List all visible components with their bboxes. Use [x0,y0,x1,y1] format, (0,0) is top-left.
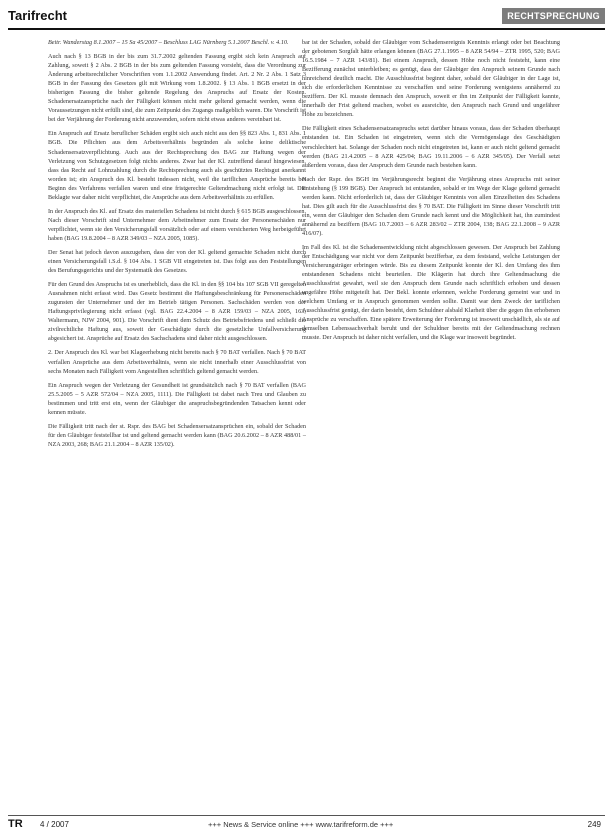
body-paragraph: In der Anspruch des Kl. auf Ersatz des materiellen Schadens ist nicht durch § 615 BGB ausgeschlossen. Nach dieser Vorschrift sind Unternehmer dem Arbeitnehmer zum Ersatz der Personenschäden nur verpflichtet, wenn sie den Versicherungsfall vorsätzlich oder auf einem versicherten Weg herbeigeführt haben (BAG 19.8.2004 – 8 AZR 349/03 – NZA 2005, 1085). [48,207,306,242]
body-paragraph: Für den Grund des Anspruchs ist es unerheblich, dass die Kl. in den §§ 104 bis 107 SGB VII geregelten Ausnahmen nicht erfasst wird. Das Gesetz bestimmt die Haftungsbeschränkung für Personenschäden zugunsten der Unternehmer und der im Betrieb tätigen Personen. Sachschäden werden von der Haftungsprivilegierung nicht erfasst (vgl. BAG 22.4.2004 – 8 AZR 159/03 – NZA 2005, 163; Waltermann, NJW 2004, 901). Die Vorschrift dient dem Schutz des Betriebsfriedens und schließt die zivilrechtliche Haftung aus, soweit der Geschädigte durch die gesetzliche Unfallversicherung abgesichert ist. Ansprüche auf Ersatz des Sachschadens sind daher nicht ausgeschlossen. [48,281,306,343]
body-paragraph: 2. Der Anspruch des Kl. war bei Klageerhebung nicht bereits nach § 70 BAT verfallen. Nach § 70 BAT verfallen Ansprüche aus dem Arbeitsverhältnis, wenn sie nicht innerhalb einer Ausschlussfrist von sechs Monaten nach Fälligkeit vom Angestellten schriftlich geltend gemacht werden. [48,349,306,375]
page-number: 249 [587,820,601,829]
body-paragraph: Auch nach § 13 BGB in der bis zum 31.7.2002 geltenden Fassung ergibt sich kein Anspruch auf Zahlung, soweit § 2 Abs. 2 BGB in der bis zum geltenden Fassung vorsieht, dass die Verordnung zur Änderung arbeitsrechtlicher Vorschriften vom 1.1.2002 Anwendung findet. Art. 2 Nr. 2 Abs. 1 Satz 3 BGB in der Fassung des Gesetzes gilt mit Wirkung vom 1.8.2002. § 13 Abs. 1 BGB ersetzt in der bisherigen Fassung die bisher geltende Regelung des Anspruchs auf Ersatz der Kosten. Schadenersatzansprüche nach der Fälligkeit können nicht mehr geltend gemacht werden, wenn die Voraussetzungen nicht erfüllt sind, die zum Zeitpunkt des Zugangs maßgeblich waren. Die Vorschrift ist bei der Verjährung der Forderung nicht anzuwenden, sofern nicht etwas anderes vereinbart ist. [48,53,306,124]
journal-logo: TR [8,818,23,830]
body-paragraph: Im Fall des Kl. ist die Schadensentwicklung nicht abgeschlossen gewesen. Der Anspruch bei Zahlung der Entschädigung war nicht vor dem Zeitpunkt bezifferbar, zu dem feststand, welche Leistungen der Versicherungsträger erbringen würde. Bis zu diesem Zeitpunkt konnte der Kl. den Umfang des ihm entstandenen Schadens nicht beurteilen. Die Klägerin hat durch ihre Geltendmachung die Ausschlussfrist gewahrt, weil sie den Anspruch dem Grunde nach schriftlich erhoben und dessen ungefähre Höhe mitgeteilt hat. Der Bekl. konnte erkennen, welche Forderung gemeint war und in welchem Umfang er in Anspruch genommen werden sollte. Damit war dem Zweck der tariflichen Ausschlussfrist genügt, der darin besteht, dem Schuldner alsbald Klarheit über die gegen ihn erhobenen Ansprüche zu verschaffen. Eine spätere Erweiterung der Forderung ist insoweit unschädlich, als sie auf demselben Lebenssachverhalt beruht und der Schuldner bereits mit der Geltendmachung rechnen musste. Der Anspruch ist daher nicht verfallen, und die Klage war insoweit begründet. [302,243,560,342]
body-paragraph: Die Fälligkeit eines Schadensersatzanspruchs setzt darüber hinaus voraus, dass der Schaden überhaupt entstanden ist. Ein Schaden ist eingetreten, wenn sich die Vermögenslage des Geschädigten verschlechtert hat. Solange der Schaden noch nicht eingetreten ist, kann er auch nicht geltend gemacht werden (BAG 21.4.2005 – 8 AZR 425/04; BAG 19.11.2006 – 6 AZR 345/05). Der Verfall setzt außerdem voraus, dass der Anspruch dem Grunde nach bestehen kann. [302,125,560,169]
body-paragraph: Ein Anspruch wegen der Verletzung der Gesundheit ist grundsätzlich nach § 70 BAT verfallen (BAG 25.5.2005 – 5 AZR 572/04 – NZA 2005, 1111). Die Fälligkeit ist dabei nach Treu und Glauben zu bestimmen und tritt erst ein, wenn der Gläubiger die anspruchsbegründenden Tatsachen kennt oder kennen müsste. [48,381,306,416]
left-column [48,38,306,811]
body-paragraph: Die Fälligkeit tritt nach der st. Rspr. des BAG bei Schadensersatzansprüchen ein, sobald der Schaden für den Gläubiger feststellbar ist und geltend gemacht werden kann (BAG 20.6.2002 – 8 AZR 488/01 – NZA 2003, 268; BAG 21.1.2004 – 8 AZR 135/02). [48,422,306,448]
body-paragraph: Beitr. Wanderstag 8.1.2007 – 15 Sa 45/2007 – Beschluss LAG Nürnberg 5.1.2007 Beschl. v. 4.10. [48,39,289,46]
issue-number: 4 / 2007 [40,820,69,829]
page-footer [8,815,605,831]
section-title: Tarifrecht [8,8,67,23]
right-column [302,38,560,811]
rubric-badge: RECHTSPRECHUNG [502,8,605,24]
footer-slogan: +++ News & Service online +++ www.tarifreform.de +++ [208,820,394,829]
body-paragraph: Der Senat hat jedoch davon auszugehen, dass der von der Kl. geltend gemachte Schaden nicht durch einen Versicherungsfall i.S.d. § 104 Abs. 1 SGB VII eingetreten ist. Das folgt aus den Feststellungen des Berufungsgerichts und der Systematik des Gesetzes. [48,248,306,275]
header-rule [8,28,605,30]
footer-rule [8,815,605,816]
body-paragraph: Nach der Rspr. des BGH im Verjährungsrecht beginnt die Verjährung eines Anspruchs mit seiner Entstehung (§ 199 BGB). Der Anspruch ist entstanden, sobald er im Wege der Klage geltend gemacht werden kann. Nicht erforderlich ist, dass der Gläubiger Kenntnis von allen Einzelheiten des Schadens hat. Dies gilt auch für die Ausschlussfrist des § 70 BAT. Die Fälligkeit im Sinne dieser Vorschrift tritt ein, wenn der Gläubiger den Schaden dem Grunde nach kennt und die Möglichkeit hat, ihn zumindest annähernd zu beziffern (BAG 10.7.2003 – 6 AZR 283/02 – ZTR 2004, 138; BAG 22.1.2008 – 9 AZR 416/07). [302,175,560,237]
body-paragraph: Ein Anspruch auf Ersatz beruflicher Schäden ergibt sich auch nicht aus den §§ 823 Abs. 1, 831 Abs. 1 BGB. Die Pflichten aus dem Arbeitsverhältnis begründen als solche keine deliktische Schadensersatzverpflichtung. Auch aus der Rechtsprechung des BAG zur Haftung wegen der Verletzung von Schutzgesetzen folgt nichts anderes. Zwar hat der Kl. zutreffend darauf hingewiesen, dass das Recht auf Lohnzahlung durch die Rechtsprechung auch als geschütztes Rechtsgut anerkannt worden ist; ein Anspruch des Kl. besteht indessen nicht, weil die tariflichen Ansprüche bereits bei Beginn des Verfahrens verfallen waren und eine fristgerechte Geltendmachung nicht erfolgt ist. Die Beklagte war daher nicht verpflichtet, die Ansprüche aus dem Arbeitsverhältnis zu erfüllen. [48,130,306,201]
body-paragraph: bar ist der Schaden, sobald der Gläubiger vom Schadensereignis Kenntnis erlangt oder bei Beachtung der gebotenen Sorgfalt hätte erlangen können (BAG 27.1.1995 – 8 AZR 54/94 – ZTR 1995, 520; BAG 16.5.1984 – 7 AZR 143/81). Bei einem Anspruch, dessen Höhe noch nicht feststeht, kann eine Bezifferung zunächst unterbleiben; es genügt, dass der Gläubiger den Anspruch seinem Grunde nach hinreichend deutlich macht. Die Ausschlussfrist beginnt daher, sobald der Gläubiger in der Lage ist, sich die erforderlichen Kenntnisse zu verschaffen und seine Forderung wenigstens annähernd zu beziffern. Der Kl. musste demnach den Anspruch, soweit er ihn im Zeitpunkt der Fälligkeit kannte, innerhalb der Frist geltend machen, wobei es ausreichte, den Anspruch nach Grund und ungefährer Höhe zu bezeichnen. [302,39,560,119]
page-header [8,8,605,26]
